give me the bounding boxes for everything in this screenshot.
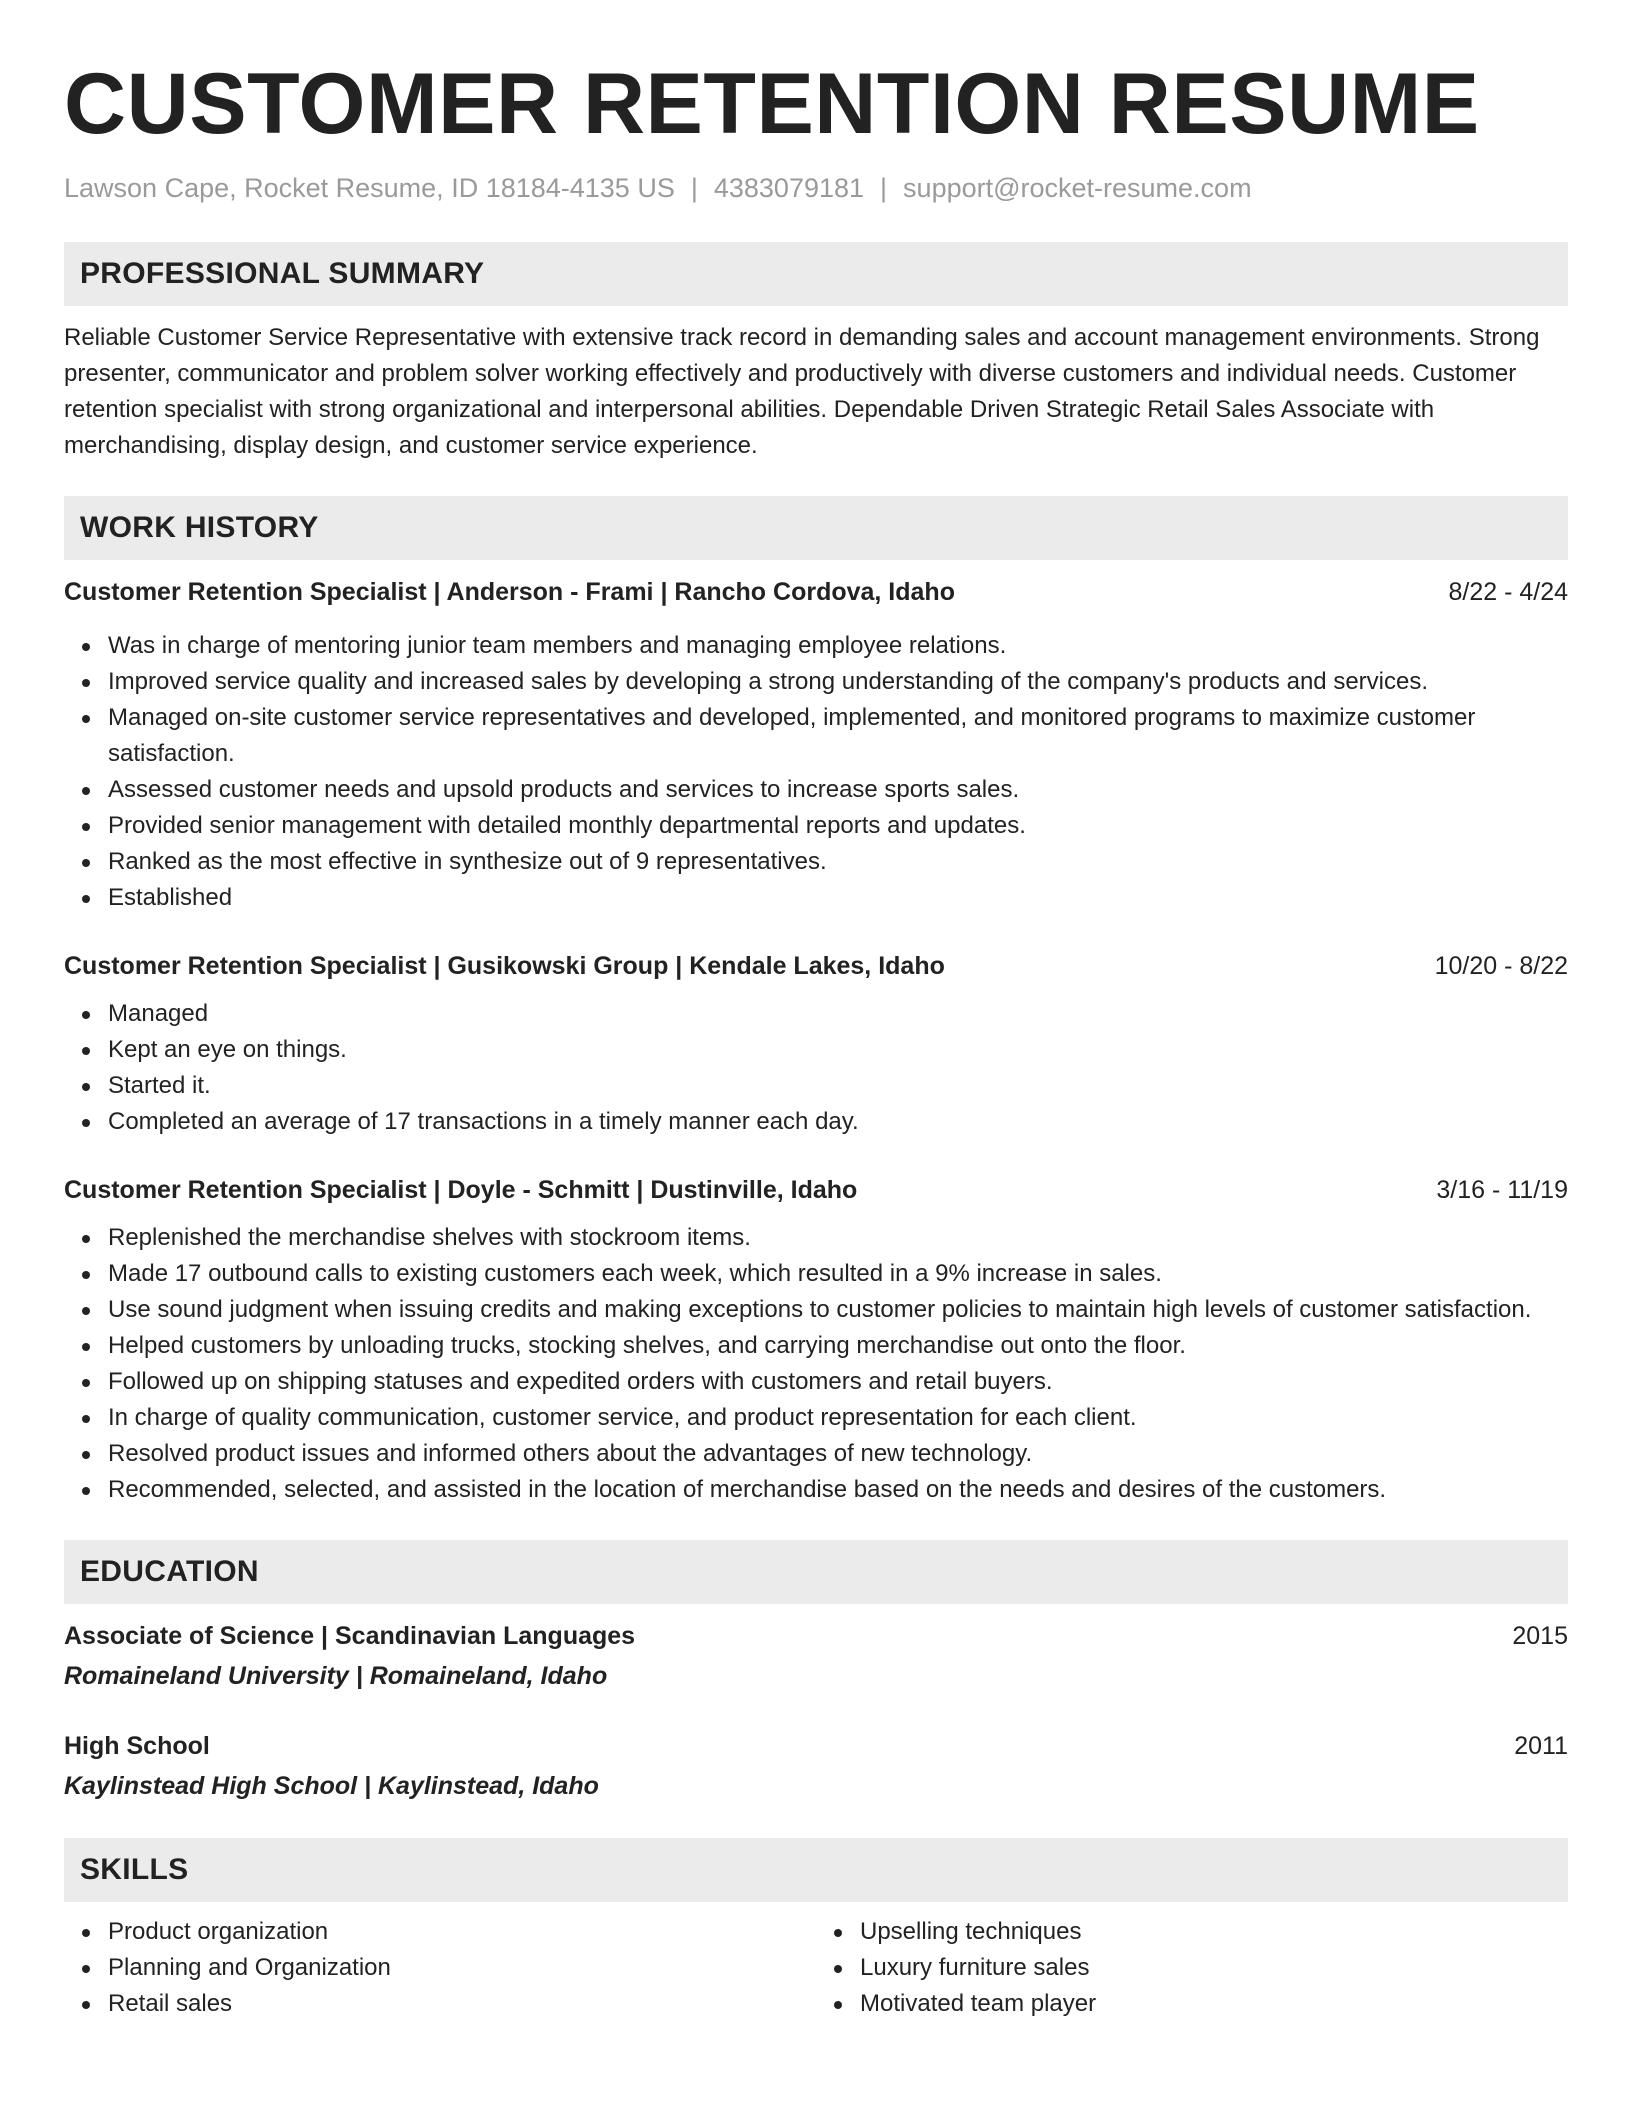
education-degree: High School: [64, 1732, 210, 1760]
job-bullet: Was in charge of mentoring junior team members and managing employee relations.: [108, 628, 1568, 664]
education-entry: [64, 1618, 1568, 1694]
contact-phone: 4383079181: [713, 173, 865, 203]
skill-item: Retail sales: [108, 1986, 816, 2022]
skill-item: Motivated team player: [860, 1986, 1568, 2022]
job-entry: [64, 948, 1568, 1140]
job-bullets: [64, 628, 1568, 916]
skills-column-left: [64, 1914, 816, 2022]
job-title: Customer Retention Specialist | Anderson - Frami | Rancho Cordova, Idaho: [64, 578, 955, 606]
job-dates: 10/20 - 8/22: [1434, 952, 1568, 980]
education-school: Romaineland University | Romaineland, Idaho: [64, 1662, 608, 1690]
education-header: [64, 1728, 1568, 1764]
job-bullet: Established: [108, 880, 1568, 916]
education-degree: Associate of Science | Scandinavian Languages: [64, 1622, 636, 1650]
contact-line: [64, 172, 1568, 204]
skill-item: Planning and Organization: [108, 1950, 816, 1986]
job-entry: [64, 574, 1568, 916]
skill-item: Product organization: [108, 1914, 816, 1950]
job-title: Customer Retention Specialist | Gusikowski Group | Kendale Lakes, Idaho: [64, 952, 945, 980]
job-bullet: Completed an average of 17 transactions in a timely manner each day.: [108, 1104, 1568, 1140]
job-bullet: Improved service quality and increased sales by developing a strong understanding of the company's products and services.: [108, 664, 1568, 700]
job-entry: [64, 1172, 1568, 1508]
skill-item: Upselling techniques: [860, 1914, 1568, 1950]
job-bullet: Kept an eye on things.: [108, 1032, 1568, 1068]
skills-column-right: [816, 1914, 1568, 2022]
contact-separator: |: [880, 173, 888, 203]
job-bullet: Helped customers by unloading trucks, stocking shelves, and carrying merchandise out onto the floor.: [108, 1328, 1568, 1364]
education-year: 2011: [1514, 1732, 1568, 1760]
job-header: [64, 948, 1568, 984]
job-bullet: Ranked as the most effective in synthesize out of 9 representatives.: [108, 844, 1568, 880]
skill-item: Luxury furniture sales: [860, 1950, 1568, 1986]
contact-email: support@rocket-resume.com: [903, 173, 1252, 203]
job-bullet: Managed on-site customer service representatives and developed, implemented, and monitored programs to maximize customer satisfaction.: [108, 700, 1568, 772]
education-school: Kaylinstead High School | Kaylinstead, Idaho: [64, 1772, 599, 1800]
education-header: [64, 1618, 1568, 1654]
section-header-skills: SKILLS: [64, 1838, 1568, 1902]
contact-address: Lawson Cape, Rocket Resume, ID 18184-4135 US: [64, 173, 675, 203]
job-bullet: Assessed customer needs and upsold products and services to increase sports sales.: [108, 772, 1568, 808]
resume-title: CUSTOMER RETENTION RESUME: [64, 56, 1480, 152]
job-dates: 8/22 - 4/24: [1448, 578, 1568, 606]
job-header: [64, 1172, 1568, 1208]
job-bullet: Provided senior management with detailed monthly departmental reports and updates.: [108, 808, 1568, 844]
resume-page: [64, 52, 1568, 2022]
job-title: Customer Retention Specialist | Doyle - Schmitt | Dustinville, Idaho: [64, 1176, 858, 1204]
job-bullet: Managed: [108, 996, 1568, 1032]
education-entry: [64, 1728, 1568, 1804]
job-bullet: Recommended, selected, and assisted in the location of merchandise based on the needs and desires of the customers.: [108, 1472, 1568, 1508]
education-year: 2015: [1512, 1622, 1568, 1650]
section-header-work-history: WORK HISTORY: [64, 496, 1568, 560]
job-header: [64, 574, 1568, 610]
job-bullet: Use sound judgment when issuing credits and making exceptions to customer policies to maintain high levels of customer satisfaction.: [108, 1292, 1568, 1328]
job-bullet: Followed up on shipping statuses and expedited orders with customers and retail buyers.: [108, 1364, 1568, 1400]
section-header-education: EDUCATION: [64, 1540, 1568, 1604]
summary-text: Reliable Customer Service Representative with extensive track record in demanding sales and account management environments. Strong presenter, communicator and problem solver working effectively and productively with diverse customers and individual needs. Customer retention specialist with strong organizational and interpersonal abilities. Dependable Driven Strategic Retail Sales Associate with merchandising, display design, and customer service experience.: [64, 324, 1540, 459]
job-bullet: Started it.: [108, 1068, 1568, 1104]
job-bullets: [64, 1220, 1568, 1508]
section-header-summary: PROFESSIONAL SUMMARY: [64, 242, 1568, 306]
job-bullet: In charge of quality communication, customer service, and product representation for each client.: [108, 1400, 1568, 1436]
job-dates: 3/16 - 11/19: [1436, 1176, 1568, 1204]
job-bullets: [64, 996, 1568, 1140]
job-bullet: Replenished the merchandise shelves with stockroom items.: [108, 1220, 1568, 1256]
skills-list: [64, 1914, 1568, 2022]
job-bullet: Made 17 outbound calls to existing customers each week, which resulted in a 9% increase in sales.: [108, 1256, 1568, 1292]
contact-separator: |: [690, 173, 698, 203]
job-bullet: Resolved product issues and informed others about the advantages of new technology.: [108, 1436, 1568, 1472]
